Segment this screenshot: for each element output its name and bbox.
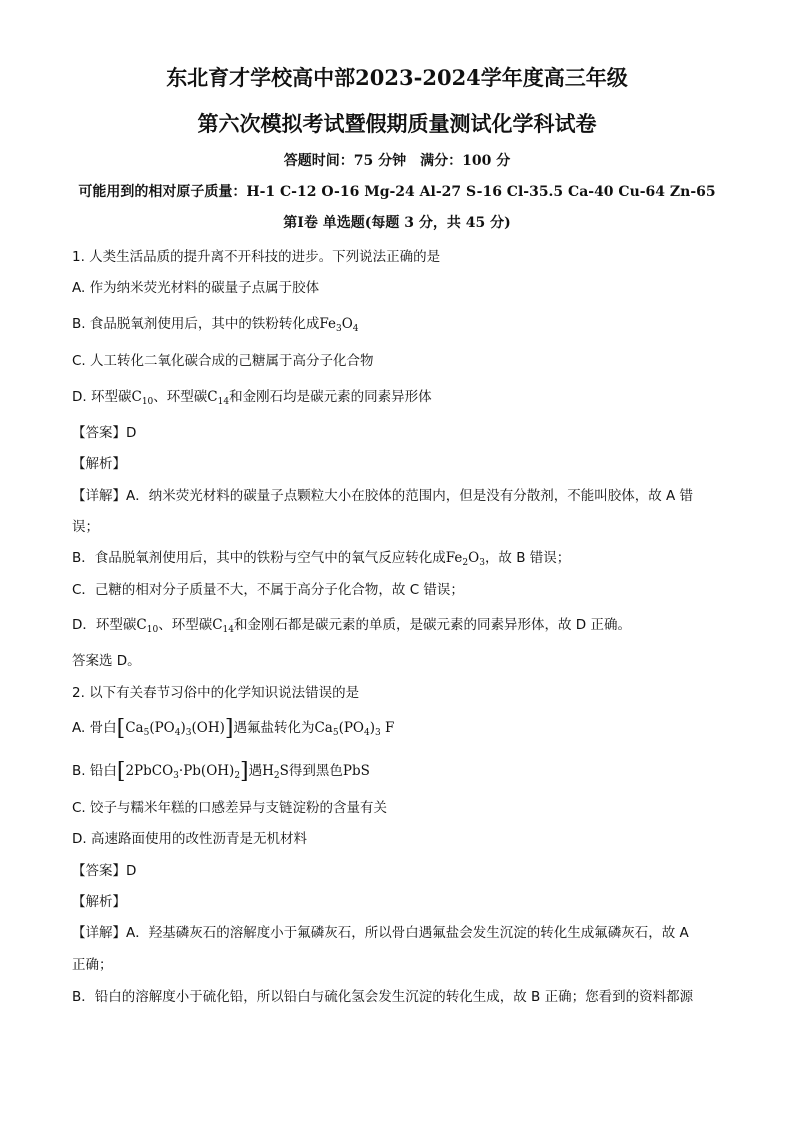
q2-detail-b: B．铅白的溶解度小于硫化铅，所以铅白与硫化氢会发生沉淀的转化生成，故 B 正确；您看到的资料都源 [72, 989, 694, 1005]
q2-option-a: A. 骨白$[Ca_5(PO_4)_3(OH)]$遇氟盐转化为$Ca_5(PO_4)_3$ F [72, 716, 395, 741]
q1-option-a: A. 作为纳米荧光材料的碳量子点属于胶体 [72, 280, 320, 296]
exam-title-line2: 第六次模拟考试暨假期质量测试化学科试卷 [197, 111, 597, 136]
q1-conclusion: 答案选 D。 [72, 653, 141, 669]
q1-option-b: B. 食品脱氧剂使用后，其中的铁粉转化成$Fe_3O_4$ [72, 316, 359, 334]
q2-analysis-label: 【解析】 [72, 894, 126, 910]
atomic-masses: 可能用到的相对原子质量：H-1 C-12 O-16 Mg-24 Al-27 S-16 Cl-35.5 Ca-40 Cu-64 Zn-65 [78, 184, 716, 200]
q2-detail-a-cont: 正确； [72, 957, 113, 973]
q2-option-c: C. 饺子与糯米年糕的口感差异与支链淀粉的含量有关 [72, 800, 388, 816]
q1-analysis-label: 【解析】 [72, 456, 126, 472]
q2-detail-a: 【详解】A．羟基磷灰石的溶解度小于氟磷灰石，所以骨白遇氟盐会发生沉淀的转化生成氟磷灰石，故 A [72, 925, 689, 941]
section-title: 第Ⅰ卷 单选题(每题 3 分，共 45 分) [283, 215, 511, 231]
exam-info: 答题时间：75 分钟 满分：100 分 [283, 153, 511, 169]
q1-stem: 1. 人类生活品质的提升离不开科技的进步。下列说法正确的是 [72, 249, 441, 265]
q1-detail-a-cont: 误； [72, 519, 99, 535]
exam-title-line1: 东北育才学校高中部2023-2024学年度高三年级 [166, 65, 628, 90]
q2-stem: 2. 以下有关春节习俗中的化学知识说法错误的是 [72, 685, 360, 701]
q2-answer: 【答案】D [72, 863, 137, 879]
q1-option-d: D. 环型碳$C_{10}$、环型碳$C_{14}$和金刚石均是碳元素的同素异形体 [72, 389, 432, 407]
q2-option-d: D. 高速路面使用的改性沥青是无机材料 [72, 831, 307, 847]
q1-detail-d: D．环型碳$C_{10}$、环型碳$C_{14}$和金刚石都是碳元素的单质，是碳元素的同素异形体，故 D 正确。 [72, 617, 631, 635]
q1-detail-b: B．食品脱氧剂使用后，其中的铁粉与空气中的氧气反应转化成$Fe_2O_3$，故 B 错误； [72, 550, 571, 568]
q1-detail-c: C．己糖的相对分子质量不大，不属于高分子化合物，故 C 错误； [72, 582, 464, 598]
q1-option-c: C. 人工转化二氧化碳合成的己糖属于高分子化合物 [72, 353, 374, 369]
q1-detail-a: 【详解】A．纳米荧光材料的碳量子点颗粒大小在胶体的范围内，但是没有分散剂，不能叫胶体，故 A 错 [72, 488, 694, 504]
q2-option-b: B. 铅白$[2PbCO_3\cdot Pb(OH)_2]$遇$H_2S$得到黑色PbS [72, 759, 370, 784]
q1-answer: 【答案】D [72, 425, 137, 441]
